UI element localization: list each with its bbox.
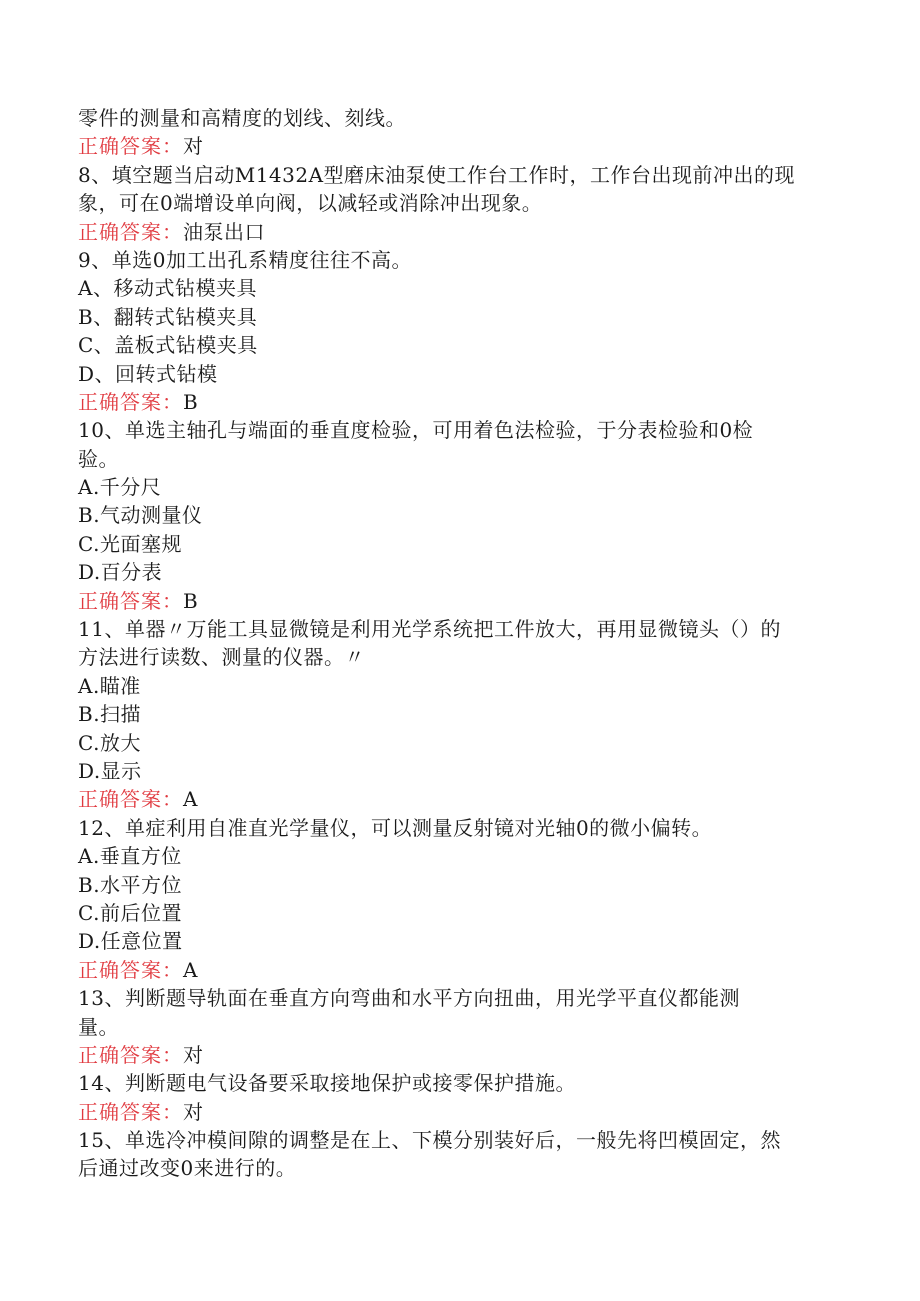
answer-value: 对 xyxy=(183,134,204,159)
text-line: 12、单症利用自准直光学量仪，可以测量反射镜对光轴0的微小偏转。 xyxy=(78,815,713,840)
answer-label: 正确答案： xyxy=(78,219,183,244)
text-line: 零件的测量和高精度的划线、刻线。 xyxy=(78,106,406,130)
text-line: A.千分尺 xyxy=(78,475,162,500)
text-line: C.前后位置 xyxy=(78,900,182,925)
answer-line xyxy=(78,785,818,813)
text-line: 方法进行读数、测量的仪器。〃 xyxy=(78,645,365,670)
text-line: A.瞄准 xyxy=(78,673,141,698)
text-line: 10、单选主轴孔与端面的垂直度检验，可用着色法检验，于分表检验和0检 xyxy=(78,418,754,443)
text-line: B.水平方位 xyxy=(78,872,183,897)
text-line: 11、单器〃万能工具显微镜是利用光学系统把工件放大，再用显微镜头（）的 xyxy=(78,617,781,642)
answer-value: B xyxy=(183,389,199,414)
text-line: 象，可在0端增设单向阀，以减轻或消除冲出现象。 xyxy=(78,191,543,216)
answer-label: 正确答案： xyxy=(78,787,183,812)
text-line: C、盖板式钻模夹具 xyxy=(78,333,258,358)
answer-line xyxy=(78,1098,818,1126)
text-line: B.气动测量仪 xyxy=(78,503,203,528)
text-line: 后通过改变0来进行的。 xyxy=(78,1156,297,1181)
text-line: A.垂直方位 xyxy=(78,844,182,869)
answer-label: 正确答案： xyxy=(78,134,183,159)
answer-value: A xyxy=(183,957,198,982)
answer-line xyxy=(78,218,818,246)
answer-label: 正确答案： xyxy=(78,1099,183,1124)
question-list xyxy=(78,104,818,1183)
answer-value: A xyxy=(183,787,198,812)
answer-line xyxy=(78,1041,818,1069)
answer-label: 正确答案： xyxy=(78,389,183,414)
text-line: 13、判断题导轨面在垂直方向弯曲和水平方向扭曲，用光学平直仪都能测 xyxy=(78,986,740,1011)
answer-line xyxy=(78,132,818,160)
text-line: 9、单选0加工出孔系精度往往不高。 xyxy=(78,247,412,272)
answer-line xyxy=(78,388,818,416)
answer-label: 正确答案： xyxy=(78,957,183,982)
answer-line xyxy=(78,956,818,984)
text-line: 14、判断题电气设备要采取接地保护或接零保护措施。 xyxy=(78,1071,576,1096)
text-line: 量。 xyxy=(78,1014,119,1039)
answer-label: 正确答案： xyxy=(78,1042,183,1067)
text-line: D、回转式钻模 xyxy=(78,361,218,386)
answer-value: B xyxy=(183,588,199,613)
text-line: D.显示 xyxy=(78,758,142,783)
answer-value: 对 xyxy=(183,1042,204,1067)
text-line: 验。 xyxy=(78,446,119,471)
answer-line xyxy=(78,587,818,615)
text-line: D.任意位置 xyxy=(78,929,183,954)
text-line: B、翻转式钻模夹具 xyxy=(78,304,258,329)
text-line: 8、填空题当启动M1432A型磨床油泵使工作台工作时，工作台出现前冲出的现 xyxy=(78,162,796,187)
text-line: B.扫描 xyxy=(78,702,142,727)
text-line: A、移动式钻模夹具 xyxy=(78,276,257,301)
text-line: D.百分表 xyxy=(78,560,163,585)
text-line: C.放大 xyxy=(78,730,141,755)
answer-label: 正确答案： xyxy=(78,588,183,613)
answer-value: 油泵出口 xyxy=(183,219,265,244)
answer-value: 对 xyxy=(183,1099,204,1124)
text-line: 15、单选冷冲模间隙的调整是在上、下模分别装好后，一般先将凹模固定，然 xyxy=(78,1128,781,1153)
text-line: C.光面塞规 xyxy=(78,531,182,556)
